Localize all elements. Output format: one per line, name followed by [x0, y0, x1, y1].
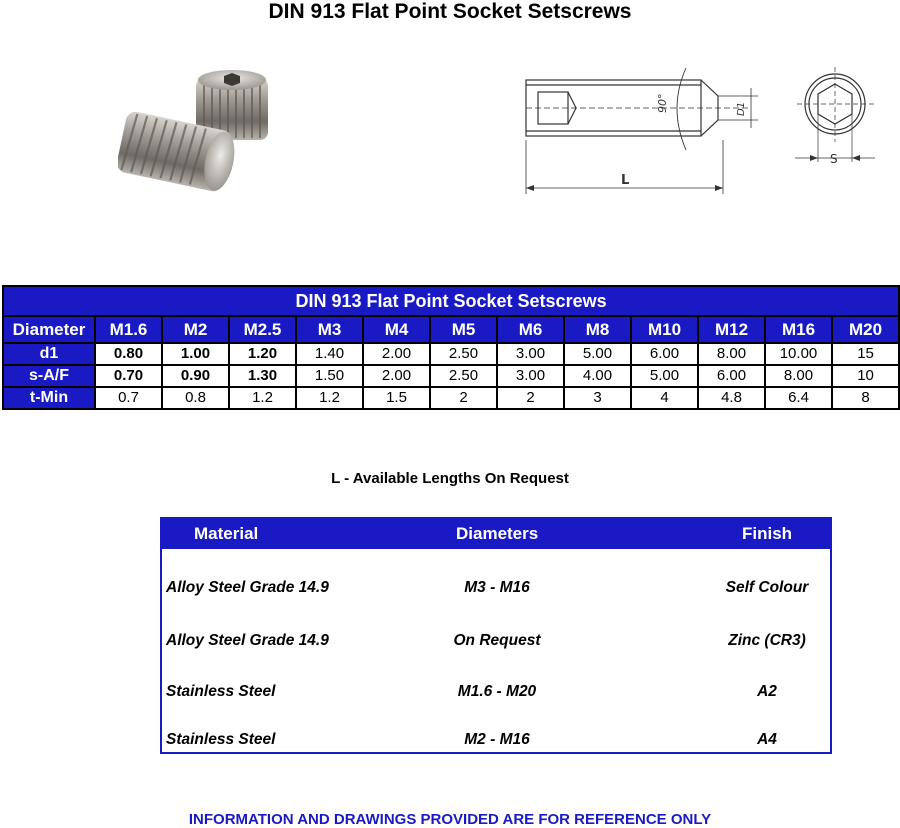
disclaimer-footer: INFORMATION AND DRAWINGS PROVIDED ARE FOR REFERENCE ONLY — [188, 811, 712, 828]
material-cell: Alloy Steel Grade 14.9 — [166, 579, 329, 596]
spec-table-title: DIN 913 Flat Point Socket Setscrews — [3, 286, 899, 316]
length-label: L — [621, 173, 630, 188]
table-cell: 4.00 — [564, 365, 631, 387]
angle-label: 90° — [656, 93, 669, 113]
size-header: M10 — [631, 316, 698, 343]
finish-cell: A4 — [757, 731, 777, 748]
table-cell: 1.5 — [363, 387, 430, 409]
size-header: M8 — [564, 316, 631, 343]
socket-label: S — [830, 152, 838, 166]
row-label: t-Min — [3, 387, 95, 409]
row-label: s-A/F — [3, 365, 95, 387]
diameters-cell: M1.6 - M20 — [457, 683, 537, 700]
table-cell: 1.20 — [229, 343, 296, 365]
table-cell: 1.40 — [296, 343, 363, 365]
table-cell: 2.00 — [363, 365, 430, 387]
material-cell: Stainless Steel — [166, 731, 276, 748]
setscrew-photo — [118, 62, 290, 192]
table-cell: 8.00 — [765, 365, 832, 387]
size-header: M4 — [363, 316, 430, 343]
table-cell: 6.00 — [631, 343, 698, 365]
table-cell: 10 — [832, 365, 899, 387]
spec-table — [2, 285, 900, 410]
materials-table — [160, 517, 832, 754]
material-cell: Stainless Steel — [166, 683, 276, 700]
diameters-header: Diameters — [456, 524, 539, 543]
diameters-cell: M3 - M16 — [464, 579, 530, 596]
size-header: M12 — [698, 316, 765, 343]
table-cell: 0.70 — [95, 365, 162, 387]
finish-cell: A2 — [757, 683, 777, 700]
technical-drawing — [518, 58, 758, 198]
finish-header: Finish — [742, 524, 793, 543]
table-cell: 4.8 — [698, 387, 765, 409]
table-cell: 2 — [430, 387, 497, 409]
table-cell: 1.2 — [296, 387, 363, 409]
list-item — [162, 683, 830, 705]
table-cell: 2.50 — [430, 343, 497, 365]
size-header: M6 — [497, 316, 564, 343]
size-header: M20 — [832, 316, 899, 343]
table-cell: 15 — [832, 343, 899, 365]
list-item — [162, 579, 830, 601]
list-item — [162, 632, 830, 654]
table-cell: 2.50 — [430, 365, 497, 387]
size-header: M2 — [162, 316, 229, 343]
table-cell: 1.00 — [162, 343, 229, 365]
size-header: M1.6 — [95, 316, 162, 343]
table-cell: 8.00 — [698, 343, 765, 365]
table-cell: 6.00 — [698, 365, 765, 387]
material-cell: Alloy Steel Grade 14.9 — [166, 632, 329, 649]
table-cell: 1.50 — [296, 365, 363, 387]
material-header: Material — [194, 524, 259, 543]
table-cell: 10.00 — [765, 343, 832, 365]
finish-cell: Zinc (CR3) — [728, 632, 806, 649]
table-cell: 0.8 — [162, 387, 229, 409]
size-header: M16 — [765, 316, 832, 343]
table-cell: 2.00 — [363, 343, 430, 365]
table-cell: 2 — [497, 387, 564, 409]
page-title: DIN 913 Flat Point Socket Setscrews — [268, 0, 632, 23]
size-header: M2.5 — [229, 316, 296, 343]
end-view-drawing — [795, 62, 885, 177]
diameter-label: D1 — [736, 101, 747, 116]
table-row — [3, 387, 899, 409]
size-header: M3 — [296, 316, 363, 343]
spec-header-row — [3, 316, 899, 343]
table-cell: 5.00 — [631, 365, 698, 387]
table-cell: 5.00 — [564, 343, 631, 365]
table-cell: 0.90 — [162, 365, 229, 387]
table-cell: 0.80 — [95, 343, 162, 365]
diameters-cell: M2 - M16 — [464, 731, 530, 748]
table-cell: 1.2 — [229, 387, 296, 409]
table-cell: 0.7 — [95, 387, 162, 409]
table-cell: 3 — [564, 387, 631, 409]
table-cell: 8 — [832, 387, 899, 409]
table-cell: 3.00 — [497, 343, 564, 365]
header-label: Diameter — [3, 316, 95, 343]
list-item — [162, 731, 830, 753]
table-cell: 3.00 — [497, 365, 564, 387]
table-row — [3, 365, 899, 387]
table-row — [3, 343, 899, 365]
table-cell: 4 — [631, 387, 698, 409]
materials-header — [162, 519, 830, 549]
lengths-note: L - Available Lengths On Request — [331, 470, 569, 487]
size-header: M5 — [430, 316, 497, 343]
table-cell: 6.4 — [765, 387, 832, 409]
table-cell: 1.30 — [229, 365, 296, 387]
finish-cell: Self Colour — [725, 579, 809, 596]
row-label: d1 — [3, 343, 95, 365]
diameters-cell: On Request — [453, 632, 541, 649]
